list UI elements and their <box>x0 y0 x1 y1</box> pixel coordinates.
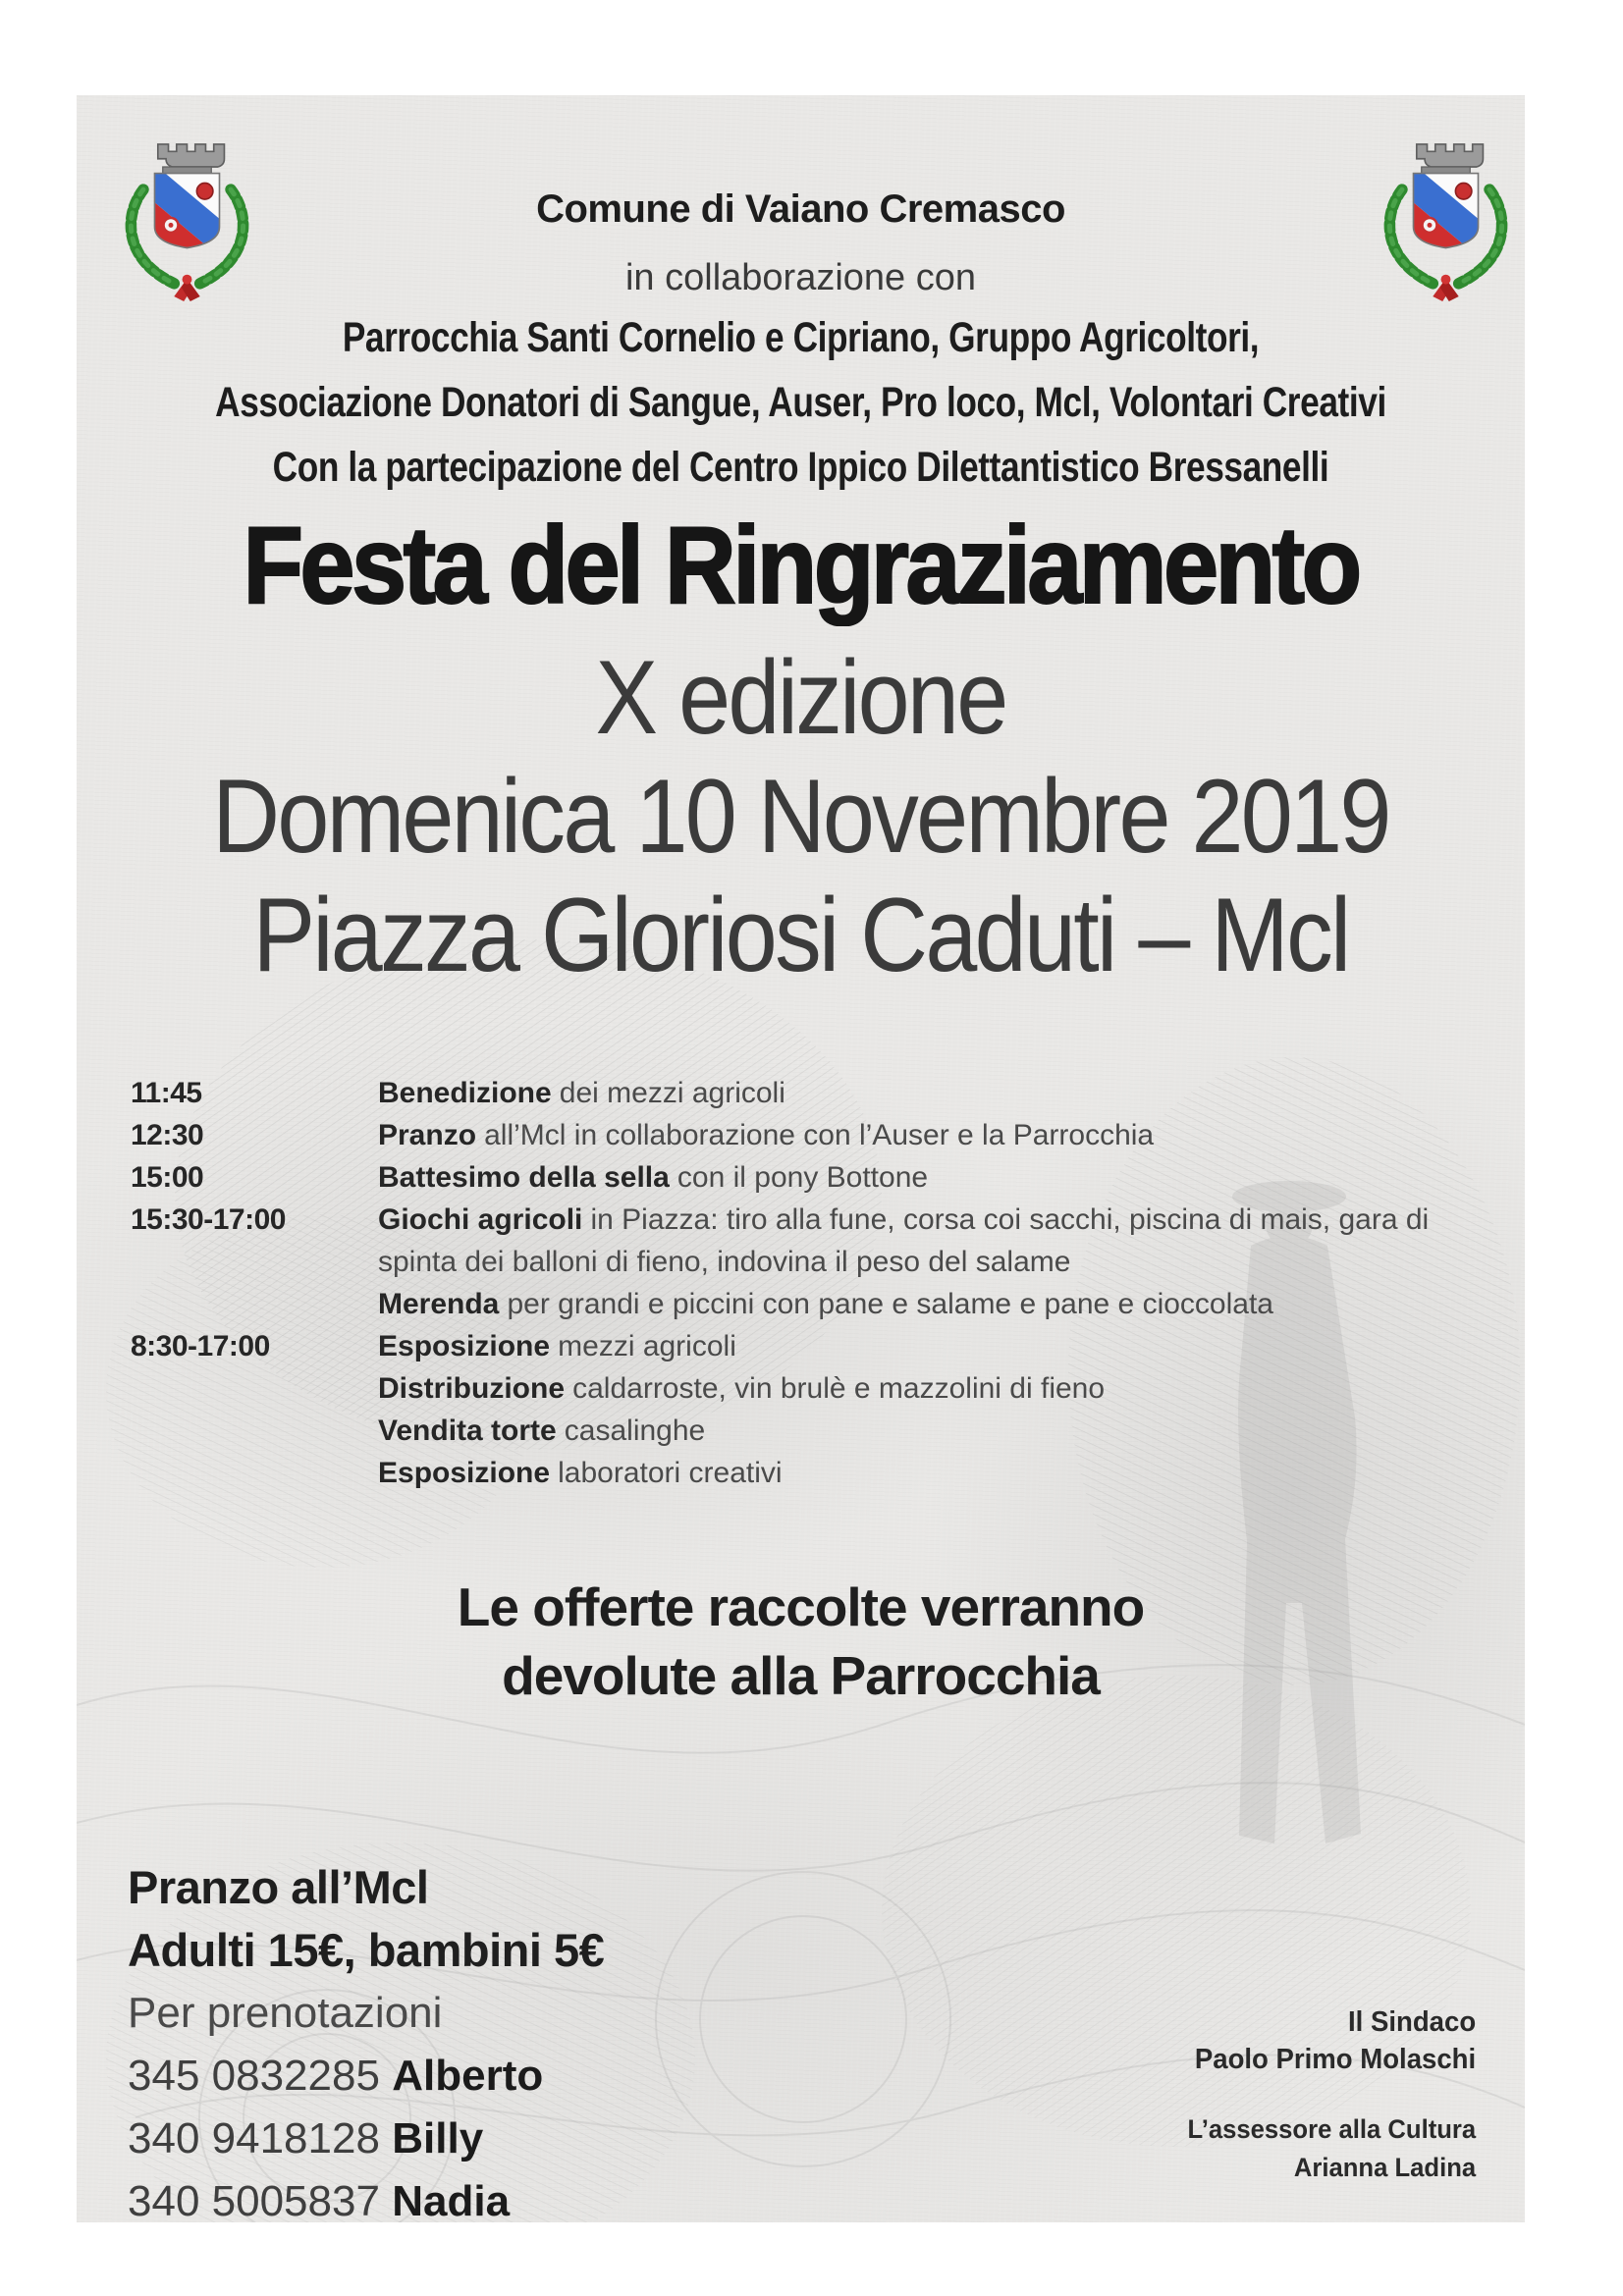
activity-name: Battesimo della sella <box>378 1161 670 1194</box>
contact-name: Billy <box>392 2114 484 2163</box>
schedule-row <box>131 1283 1515 1325</box>
donation-note <box>77 1573 1525 1710</box>
assessor-signature <box>1187 2110 1476 2187</box>
activity-name: Giochi agricoli <box>378 1203 583 1236</box>
location-line: Piazza Gloriosi Caduti – Mcl <box>252 876 1349 993</box>
assessor-name: Arianna Ladina <box>1293 2153 1476 2182</box>
activity-name: Esposizione <box>378 1330 551 1362</box>
lunch-price: Adulti 15€, bambini 5€ <box>128 1924 605 1976</box>
activity-details: in Piazza: tiro alla fune, corsa coi sacchi, piscina di mais, gara di spinta dei balloni di fieno, indovina il peso del salame <box>378 1203 1430 1278</box>
schedule-entry <box>378 1325 1515 1367</box>
activity-details: all’Mcl in collaborazione con l’Auser e la Parrocchia <box>484 1119 1155 1151</box>
activity-details: mezzi agricoli <box>558 1330 736 1362</box>
schedule-row <box>131 1367 1515 1410</box>
donation-line-1: Le offerte raccolte verranno <box>457 1576 1145 1637</box>
contact-phone: 340 9418128 <box>128 2114 380 2163</box>
activity-name: Benedizione <box>378 1077 552 1109</box>
signatures <box>1187 2003 1476 2187</box>
schedule-time: 15:00 <box>131 1161 204 1194</box>
assessor-title: L’assessore alla Cultura <box>1187 2114 1476 2144</box>
activity-name: Pranzo <box>378 1119 477 1151</box>
activity-details: laboratori creativi <box>558 1457 783 1489</box>
municipality-name: Comune di Vaiano Cremasco <box>536 187 1065 231</box>
crown-icon <box>1417 144 1484 174</box>
activity-name: Vendita torte <box>378 1415 557 1447</box>
schedule-entry <box>378 1410 1515 1452</box>
schedule-row <box>131 1114 1515 1156</box>
schedule-entry <box>378 1199 1515 1283</box>
schedule-row <box>131 1072 1515 1114</box>
donation-line-2: devolute alla Parrocchia <box>502 1645 1100 1706</box>
activity-details: per grandi e piccini con pane e salame e pane e cioccolata <box>507 1288 1273 1320</box>
partners-line-1: Parrocchia Santi Cornelio e Cipriano, Gruppo Agricoltori, <box>342 314 1260 361</box>
edition-line: X edizione <box>595 638 1006 756</box>
partners-line-2: Associazione Donatori di Sangue, Auser, Pro loco, Mcl, Volontari Creativi <box>215 379 1386 426</box>
schedule-entry <box>378 1114 1515 1156</box>
mayor-signature <box>1187 2003 1476 2078</box>
schedule-row <box>131 1452 1515 1494</box>
activity-name: Merenda <box>378 1288 500 1320</box>
schedule-entry <box>378 1452 1515 1494</box>
mayor-name: Paolo Primo Molaschi <box>1194 2044 1476 2075</box>
booking-contact <box>128 2108 604 2170</box>
schedule-time: 15:30-17:00 <box>131 1203 286 1236</box>
schedule-entry <box>378 1283 1515 1325</box>
mayor-title: Il Sindaco <box>1347 2006 1476 2038</box>
booking-contact <box>128 2170 604 2222</box>
schedule-entry <box>378 1072 1515 1114</box>
schedule-time: 11:45 <box>131 1077 202 1109</box>
event-subtitle <box>156 638 1445 994</box>
activity-details: dei mezzi agricoli <box>559 1077 785 1109</box>
schedule-entry <box>378 1156 1515 1199</box>
activity-details: caldarroste, vin brulè e mazzolini di fieno <box>572 1372 1106 1405</box>
schedule-row <box>131 1156 1515 1199</box>
lunch-info <box>128 1856 604 2222</box>
booking-contact <box>128 2045 604 2108</box>
schedule-row <box>131 1199 1515 1283</box>
activity-name: Esposizione <box>378 1457 551 1489</box>
schedule-time: 12:30 <box>131 1119 204 1151</box>
booking-label: Per prenotazioni <box>128 1989 443 2037</box>
schedule-row <box>131 1325 1515 1367</box>
header <box>77 186 1525 500</box>
activity-details: casalinghe <box>564 1415 706 1447</box>
activity-details: con il pony Bottone <box>676 1161 929 1194</box>
schedule <box>131 1072 1515 1494</box>
activity-name: Distribuzione <box>378 1372 566 1405</box>
participation-line: Con la partecipazione del Centro Ippico Dilettantistico Bressanelli <box>272 444 1329 491</box>
contact-name: Alberto <box>392 2052 544 2100</box>
event-title: Festa del Ringraziamento <box>243 505 1359 626</box>
partners-list <box>207 305 1395 500</box>
schedule-time: 8:30-17:00 <box>131 1330 270 1362</box>
poster <box>77 95 1525 2222</box>
contact-name: Nadia <box>392 2177 511 2222</box>
schedule-entry <box>378 1367 1515 1410</box>
lunch-title: Pranzo all’Mcl <box>128 1861 429 1913</box>
contact-phone: 345 0832285 <box>128 2052 380 2100</box>
contact-phone: 340 5005837 <box>128 2177 380 2222</box>
date-line: Domenica 10 Novembre 2019 <box>212 757 1389 875</box>
crown-icon <box>158 144 225 174</box>
collaboration-label: in collaborazione con <box>624 257 976 298</box>
schedule-row <box>131 1410 1515 1452</box>
